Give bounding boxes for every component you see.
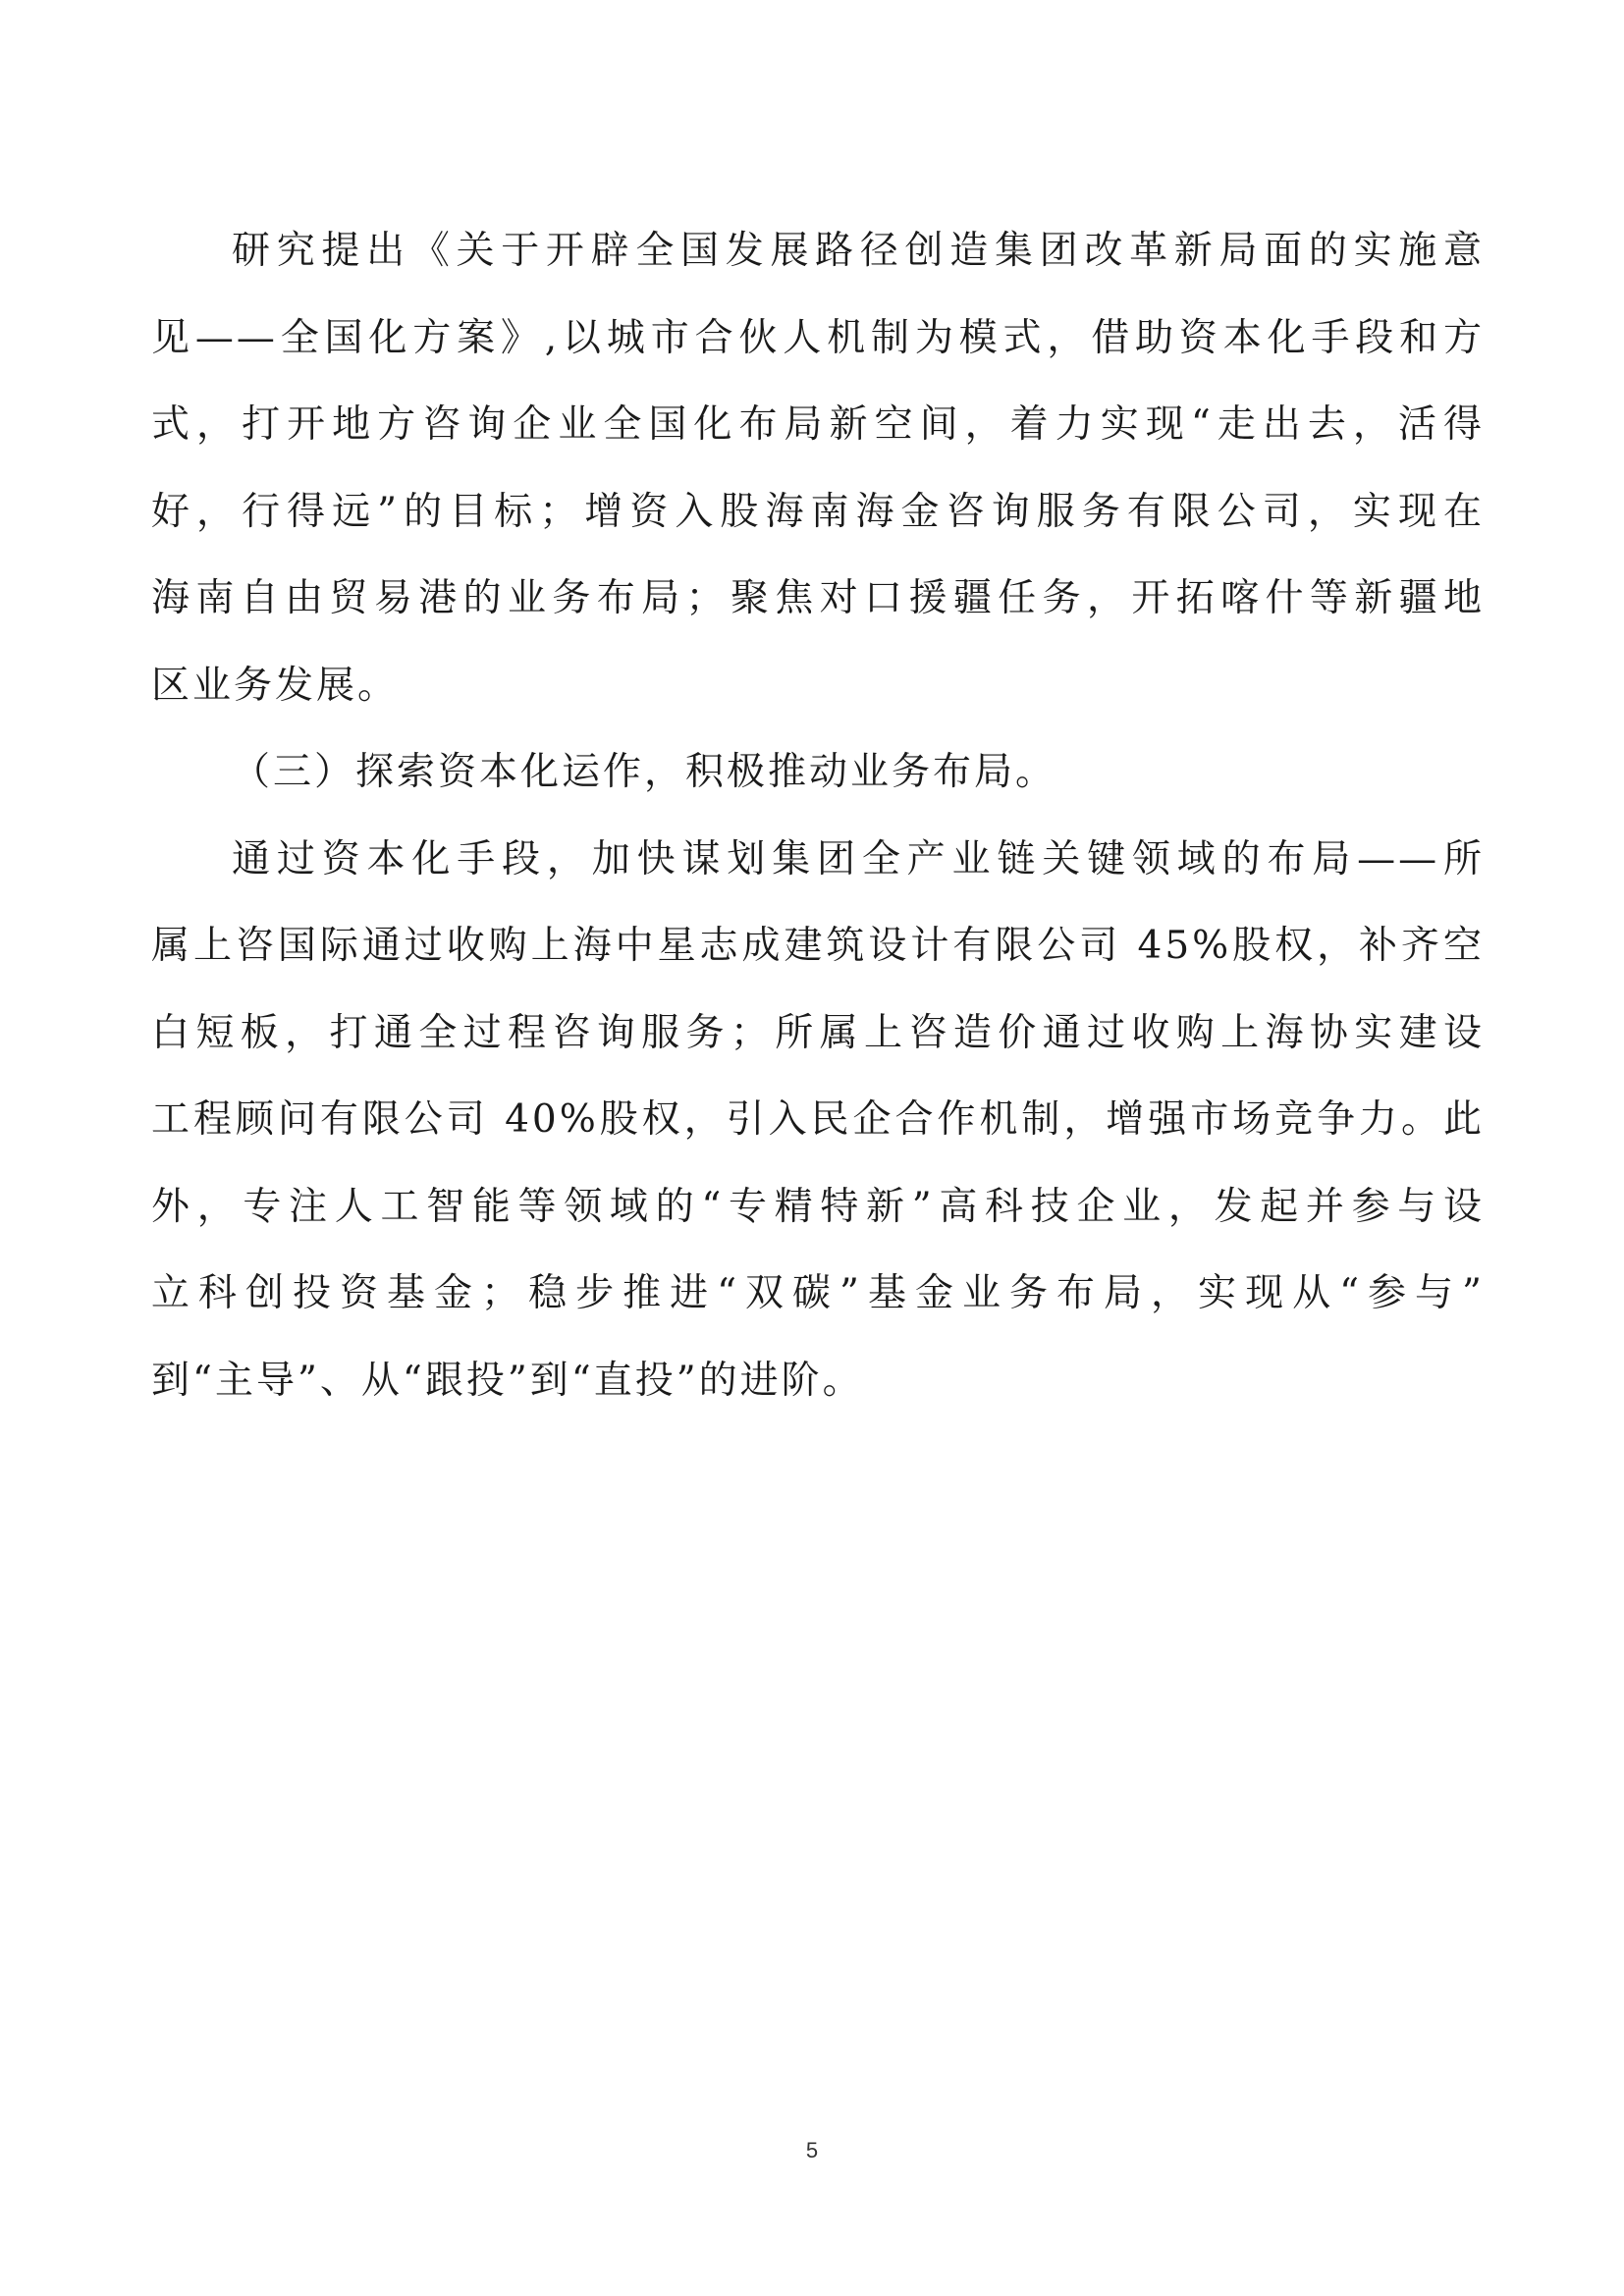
body-text (151, 208, 1485, 1424)
paragraph-3-line-5: 外，专注人工智能等领域的“专精特新”高科技企业，发起并参与设 (151, 1184, 1485, 1229)
paragraph-1-line-5: 海南自由贸易港的业务布局；聚焦对口援疆任务，开拓喀什等新疆地 (151, 576, 1485, 620)
paragraph-1-line-2: 见——全国化方案》,以城市合伙人机制为模式，借助资本化手段和方 (151, 315, 1485, 360)
paragraph-1-line-3: 式，打开地方咨询企业全国化布局新空间，着力实现“走出去，活得 (151, 402, 1485, 447)
paragraph-1-line-6: 区业务发展。 (151, 663, 400, 708)
paragraph-3-line-1: 通过资本化手段，加快谋划集团全产业链关键领域的布局——所 (232, 836, 1485, 881)
page-number: 5 (805, 2138, 819, 2163)
paragraph-3-line-6: 立科创投资基金；稳步推进“双碳”基金业务布局，实现从“参与” (151, 1271, 1485, 1315)
section-heading: （三）探索资本化运作，积极推动业务布局。 (232, 750, 1057, 794)
paragraph-3-line-2: 属上咨国际通过收购上海中星志成建筑设计有限公司 45%股权，补齐空 (151, 924, 1485, 968)
paragraph-3-line-3: 白短板，打通全过程咨询服务；所属上咨造价通过收购上海协实建设 (151, 1010, 1485, 1055)
paragraph-1-line-1: 研究提出《关于开辟全国发展路径创造集团改革新局面的实施意 (232, 229, 1485, 273)
paragraph-1-line-4: 好，行得远”的目标；增资入股海南海金咨询服务有限公司，实现在 (151, 489, 1485, 534)
paragraph-3-line-7: 到“主导”、从“跟投”到“直投”的进阶。 (151, 1358, 864, 1403)
paragraph-3-line-4: 工程顾问有限公司 40%股权，引入民企合作机制，增强市场竞争力。此 (151, 1097, 1485, 1142)
